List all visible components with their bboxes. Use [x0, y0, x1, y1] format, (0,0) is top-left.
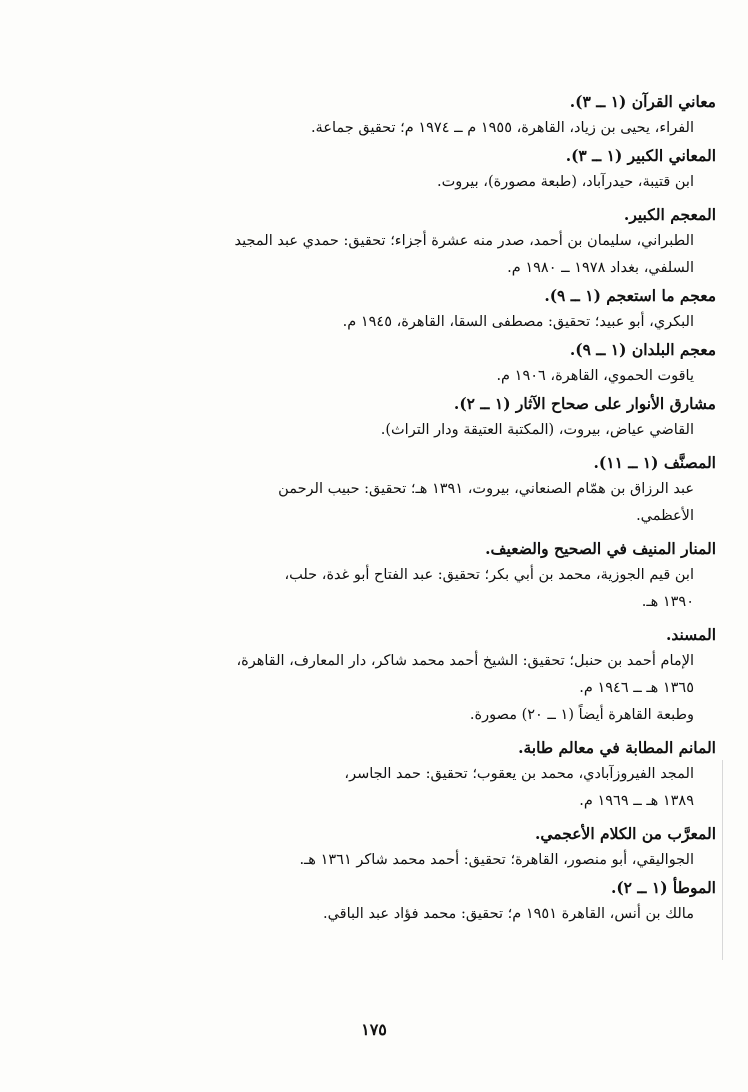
entry-detail: الأعظمي.	[636, 508, 694, 524]
entry-title: معجم ما استعجم (١ ــ ٩).	[544, 286, 716, 305]
page-edge-divider	[722, 760, 723, 960]
entry-title: الموطأ (١ ــ ٢).	[610, 878, 716, 897]
entry-detail: السلفي، بغداد ١٩٧٨ ــ ١٩٨٠ م.	[507, 260, 694, 276]
entry-detail: الجواليقي، أبو منصور، القاهرة؛ تحقيق: أحمد محمد شاكر ١٣٦١ هـ.	[299, 852, 694, 868]
entry-title: المنار المنيف في الصحيح والضعيف.	[485, 539, 716, 558]
entry-detail: الطبراني، سليمان بن أحمد، صدر منه عشرة أجزاء؛ تحقيق: حمدي عبد المجيد	[234, 233, 694, 249]
entry-al-musnad	[100, 621, 716, 729]
entry-detail: وطبعة القاهرة أيضاً (١ ــ ٢٠) مصورة.	[469, 707, 694, 723]
entry-maani-al-quran	[100, 88, 716, 142]
entry-al-maani-al-kabir	[100, 142, 716, 196]
page-number: ١٧٥	[361, 1020, 387, 1039]
entry-al-muarrab	[100, 820, 716, 874]
entry-detail: ١٣٩٠ هـ.	[641, 594, 694, 610]
entry-detail: المجد الفيروزآبادي، محمد بن يعقوب؛ تحقيق: حمد الجاسر،	[344, 766, 694, 782]
entry-al-mujam-al-kabir	[100, 201, 716, 282]
entry-detail: ١٣٦٥ هـ ــ ١٩٤٦ م.	[579, 680, 694, 696]
entry-mujam-ma-istajam	[100, 282, 716, 336]
entry-mujam-al-buldan	[100, 336, 716, 390]
entry-detail: ابن قيم الجوزية، محمد بن أبي بكر؛ تحقيق: عبد الفتاح أبو غدة، حلب،	[284, 567, 694, 583]
entry-title: المصنَّف (١ ــ ١١).	[593, 453, 716, 472]
entry-detail: القاضي عياض، بيروت، (المكتبة العتيقة ودار التراث).	[380, 422, 694, 438]
entry-title: المعجم الكبير.	[623, 205, 716, 224]
entry-al-muwatta	[100, 874, 716, 928]
entry-detail: البكري، أبو عبيد؛ تحقيق: مصطفى السقا، القاهرة، ١٩٤٥ م.	[342, 314, 694, 330]
entry-title: المعاني الكبير (١ ــ ٣).	[565, 146, 716, 165]
entry-detail: ياقوت الحموي، القاهرة، ١٩٠٦ م.	[496, 368, 694, 384]
entry-title: معجم البلدان (١ ــ ٩).	[569, 340, 716, 359]
entry-detail: مالك بن أنس، القاهرة ١٩٥١ م؛ تحقيق: محمد فؤاد عبد الباقي.	[322, 906, 694, 922]
entry-al-musannaf	[100, 449, 716, 530]
entry-mashariq-al-anwar	[100, 390, 716, 444]
entry-detail: ١٣٨٩ هـ ــ ١٩٦٩ م.	[579, 793, 694, 809]
entry-detail: ابن قتيبة، حيدرآباد، (طبعة مصورة)، بيروت.	[436, 174, 694, 190]
entry-title: المسند.	[665, 625, 716, 644]
entry-title: معاني القرآن (١ ــ ٣).	[569, 92, 716, 111]
entry-detail: الفراء، يحيى بن زياد، القاهرة، ١٩٥٥ م ــ ١٩٧٤ م؛ تحقيق جماعة.	[310, 120, 694, 136]
entry-al-maghanim-al-mutabah	[100, 734, 716, 815]
bibliography-page	[100, 88, 716, 928]
entry-detail: عبد الرزاق بن همّام الصنعاني، بيروت، ١٣٩١ هـ؛ تحقيق: حبيب الرحمن	[278, 481, 694, 497]
entry-title: المانم المطابة في معالم طابة.	[518, 738, 716, 757]
entry-detail: الإمام أحمد بن حنبل؛ تحقيق: الشيخ أحمد محمد شاكر، دار المعارف، القاهرة،	[236, 653, 694, 669]
entry-al-manar-al-munif	[100, 535, 716, 616]
entry-title: مشارق الأنوار على صحاح الآثار (١ ــ ٢).	[453, 394, 716, 413]
entry-title: المعرَّب من الكلام الأعجمي.	[534, 824, 716, 843]
